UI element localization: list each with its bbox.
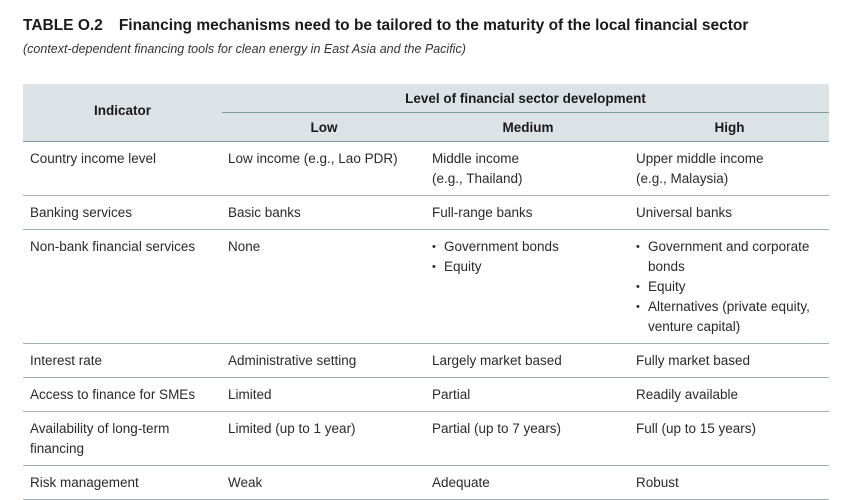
table-body (23, 142, 829, 500)
medium-cell (426, 142, 630, 196)
low-cell: None (222, 230, 426, 344)
high-cell: Fully market based (630, 344, 829, 378)
medium-cell: Partial (426, 378, 630, 412)
medium-cell-line: (e.g., Thailand) (432, 171, 523, 186)
medium-cell-line: Middle income (432, 151, 520, 166)
high-cell (630, 230, 829, 344)
low-cell: Limited (222, 378, 426, 412)
indicator-cell: Interest rate (23, 344, 222, 378)
indicator-cell: Banking services (23, 196, 222, 230)
table-title (23, 17, 748, 35)
financing-table (23, 84, 829, 500)
indicator-cell: Non-bank financial services (23, 230, 222, 344)
high-cell: Full (up to 15 years) (630, 412, 829, 466)
low-cell: Basic banks (222, 196, 426, 230)
low-header: Low (222, 113, 426, 142)
medium-cell: Partial (up to 7 years) (426, 412, 630, 466)
table-title-text: Financing mechanisms need to be tailored to the maturity of the local financial sector (118, 17, 749, 34)
high-cell: Universal banks (630, 196, 829, 230)
high-cell-line: (e.g., Malaysia) (636, 171, 729, 186)
high-header: High (630, 113, 829, 142)
low-cell: Low income (e.g., Lao PDR) (222, 142, 426, 196)
medium-cell (426, 230, 630, 344)
group-header: Level of financial sector development (222, 84, 829, 113)
high-cell (630, 142, 829, 196)
table-row (23, 230, 829, 344)
medium-cell: Largely market based (426, 344, 630, 378)
bullet-list (432, 237, 624, 277)
low-cell: Weak (222, 466, 426, 500)
high-cell: Robust (630, 466, 829, 500)
medium-cell: Full-range banks (426, 196, 630, 230)
high-cell: Readily available (630, 378, 829, 412)
table-row (23, 344, 829, 378)
table-number: TABLE O.2 (23, 17, 103, 34)
list-item: • Equity (432, 257, 624, 277)
medium-cell: Adequate (426, 466, 630, 500)
indicator-cell: Country income level (23, 142, 222, 196)
list-item: • Government and corporate bonds (636, 237, 823, 277)
table-row (23, 378, 829, 412)
table-row (23, 196, 829, 230)
list-item: • Alternatives (private equity, venture capital) (636, 297, 823, 337)
low-cell: Limited (up to 1 year) (222, 412, 426, 466)
indicator-cell: Availability of long-term financing (23, 412, 222, 466)
indicator-cell: Risk management (23, 466, 222, 500)
low-cell: Administrative setting (222, 344, 426, 378)
table-subtitle: (context-dependent financing tools for clean energy in East Asia and the Pacific) (23, 42, 466, 56)
indicator-header: Indicator (23, 84, 222, 142)
indicator-cell: Access to finance for SMEs (23, 378, 222, 412)
table-row (23, 466, 829, 500)
list-item: • Equity (636, 277, 823, 297)
table-row (23, 142, 829, 196)
table-row (23, 412, 829, 466)
list-item: • Government bonds (432, 237, 624, 257)
high-cell-line: Upper middle income (636, 151, 764, 166)
medium-header: Medium (426, 113, 630, 142)
bullet-list (636, 237, 823, 337)
table-header (23, 84, 829, 142)
